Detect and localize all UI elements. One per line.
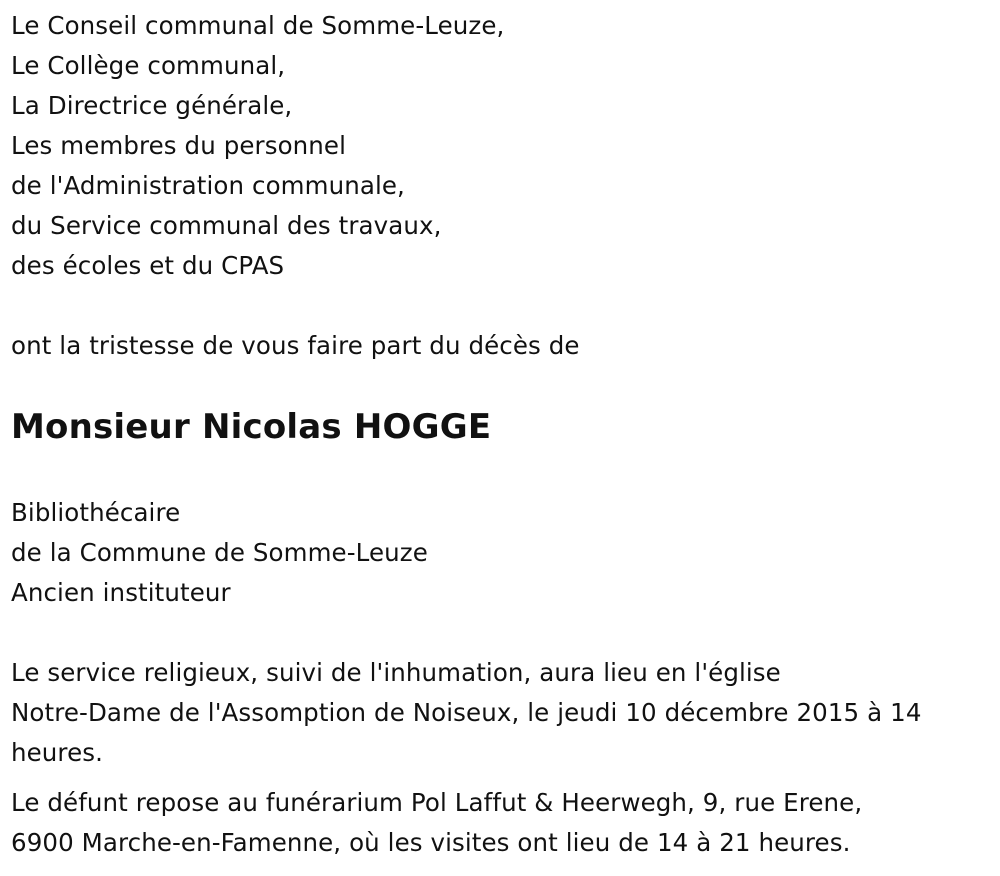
title-line: Bibliothécaire	[11, 498, 181, 527]
intro-text: ont la tristesse de vous faire part du décès de	[11, 331, 580, 360]
ceremony-paragraph	[11, 653, 986, 773]
ceremony-line: Le service religieux, suivi de l'inhumation, aura lieu en l'église	[11, 658, 781, 687]
ceremony-line: heures.	[11, 738, 103, 767]
sender-line: du Service communal des travaux,	[11, 211, 442, 240]
sender-line: La Directrice générale,	[11, 91, 293, 120]
sender-line: Le Conseil communal de Somme-Leuze,	[11, 11, 505, 40]
sender-line: des écoles et du CPAS	[11, 251, 285, 280]
sender-line: Le Collège communal,	[11, 51, 286, 80]
sender-line: Les membres du personnel	[11, 131, 347, 160]
title-line: Ancien instituteur	[11, 578, 231, 607]
deceased-titles	[11, 493, 428, 613]
sender-line: de l'Administration communale,	[11, 171, 405, 200]
repose-line: 6900 Marche-en-Famenne, où les visites ont lieu de 14 à 21 heures.	[11, 828, 851, 857]
ceremony-line: Notre-Dame de l'Assomption de Noiseux, le jeudi 10 décembre 2015 à 14	[11, 698, 922, 727]
deceased-name: Monsieur Nicolas HOGGE	[11, 407, 492, 447]
title-line: de la Commune de Somme-Leuze	[11, 538, 428, 567]
senders-list	[11, 6, 504, 286]
repose-paragraph	[11, 783, 986, 863]
repose-line: Le défunt repose au funérarium Pol Laffut & Heerwegh, 9, rue Erene,	[11, 788, 863, 817]
